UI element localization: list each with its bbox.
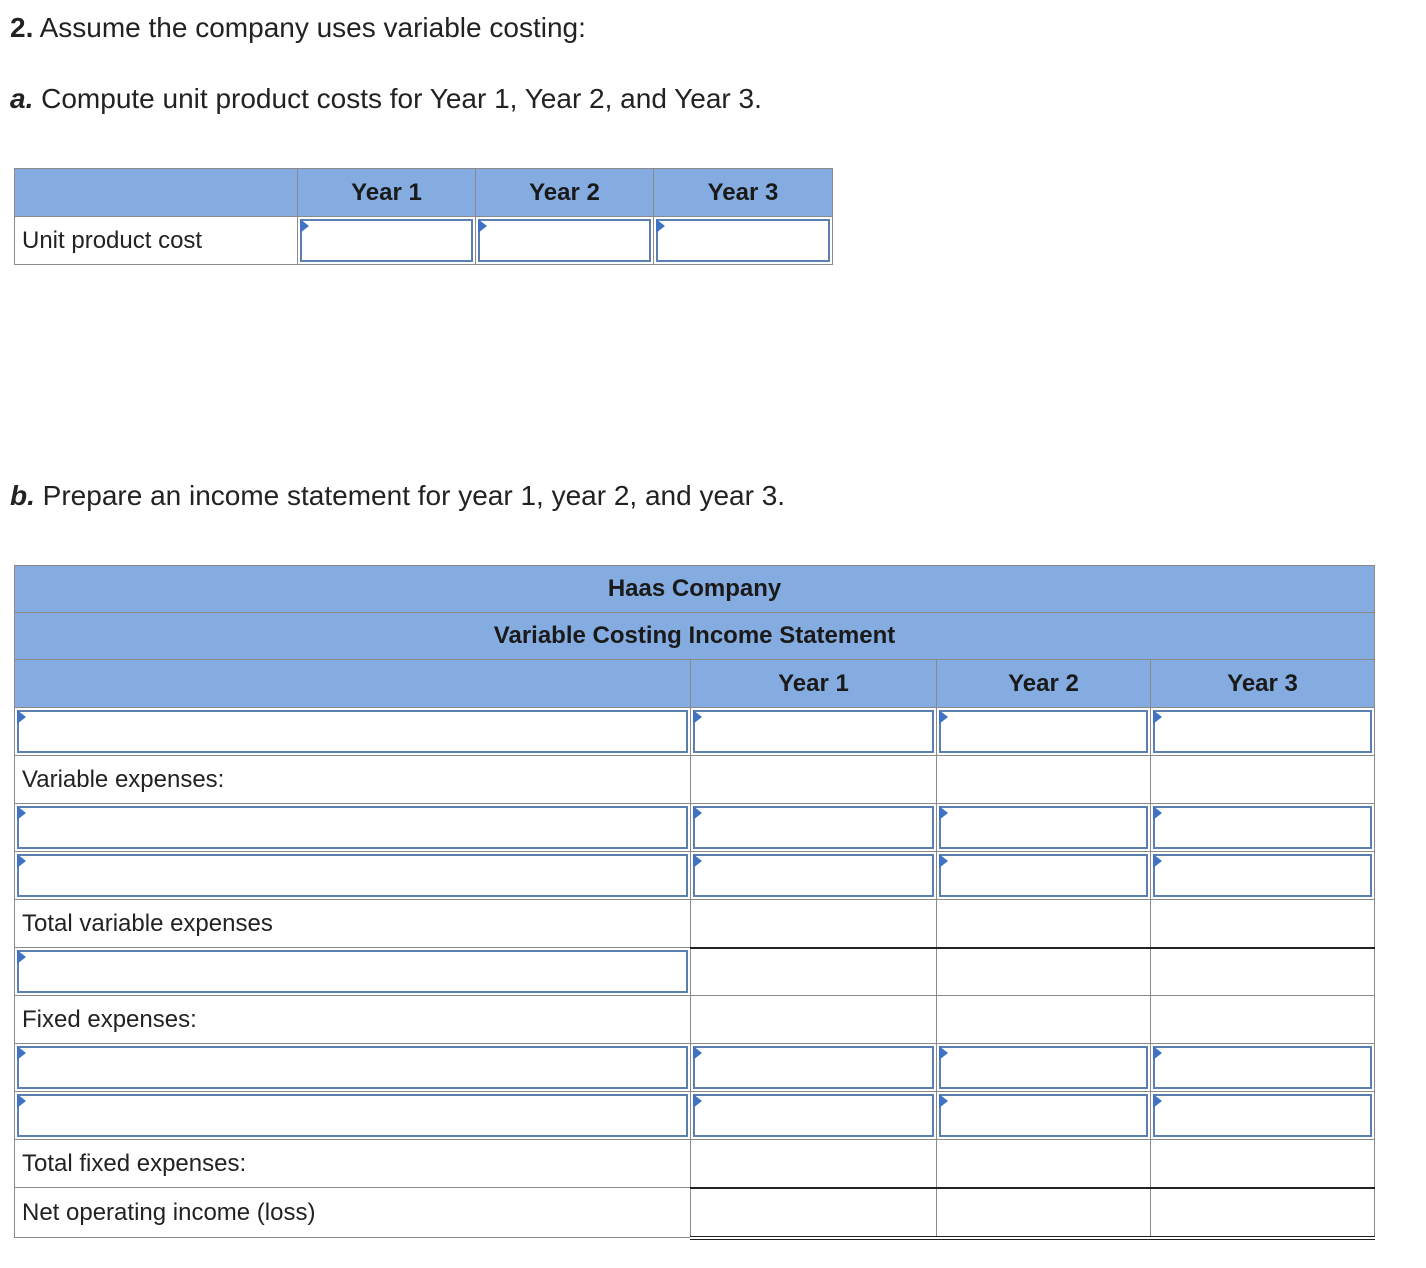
table-row: [15, 756, 1375, 804]
table-row: [15, 852, 1375, 900]
fixed-expense-1-year-1-input[interactable]: [691, 1044, 937, 1092]
fixed-expense-1-year-3-input[interactable]: [1151, 1044, 1375, 1092]
total-variable-year-1-cell: [691, 900, 937, 948]
input-marker-icon: [17, 950, 26, 964]
input-marker-icon: [300, 219, 309, 233]
fixed-expense-2-year-3-input[interactable]: [1151, 1092, 1375, 1140]
total-variable-year-2-cell: [937, 900, 1151, 948]
input-marker-icon: [478, 219, 487, 233]
statement-header-year-3: Year 3: [1151, 660, 1375, 708]
fixed-expense-1-label-input[interactable]: [15, 1044, 691, 1092]
unit-cost-header-year-1: Year 1: [298, 169, 476, 217]
input-marker-icon: [17, 806, 26, 820]
input-marker-icon: [939, 1046, 948, 1060]
part-b-letter: b.: [10, 480, 35, 511]
row-1-label-input[interactable]: [15, 708, 691, 756]
table-row: [15, 1140, 1375, 1188]
fixed-expenses-year-1-cell: [691, 996, 937, 1044]
variable-expense-2-year-3-input[interactable]: [1151, 852, 1375, 900]
variable-expenses-label: Variable expenses:: [15, 756, 691, 804]
variable-expense-2-year-1-input[interactable]: [691, 852, 937, 900]
net-income-year-1-cell: [691, 1188, 937, 1238]
row-1-year-2-input[interactable]: [937, 708, 1151, 756]
part-2-heading: [10, 12, 586, 44]
part-b-text: Prepare an income statement for year 1, year 2, and year 3.: [42, 480, 786, 511]
row-7-year-3-cell: [1151, 948, 1375, 996]
fixed-expenses-year-3-cell: [1151, 996, 1375, 1044]
table-row: [15, 996, 1375, 1044]
input-marker-icon: [693, 710, 702, 724]
input-marker-icon: [17, 1046, 26, 1060]
table-row: [15, 948, 1375, 996]
fixed-expense-2-label-input[interactable]: [15, 1092, 691, 1140]
table-row: [15, 1188, 1375, 1238]
input-marker-icon: [693, 1094, 702, 1108]
table-row: [15, 804, 1375, 852]
input-marker-icon: [17, 710, 26, 724]
part-a-text: Compute unit product costs for Year 1, Year 2, and Year 3.: [41, 83, 762, 114]
input-marker-icon: [1153, 710, 1162, 724]
variable-expense-2-label-input[interactable]: [15, 852, 691, 900]
net-income-year-2-cell: [937, 1188, 1151, 1238]
statement-header-year-1: Year 1: [691, 660, 937, 708]
variable-expense-1-year-1-input[interactable]: [691, 804, 937, 852]
net-operating-income-label: Net operating income (loss): [15, 1188, 691, 1238]
variable-expense-1-year-3-input[interactable]: [1151, 804, 1375, 852]
statement-title: Variable Costing Income Statement: [15, 613, 1375, 660]
unit-cost-year-3-input[interactable]: [654, 217, 833, 265]
unit-cost-year-2-input[interactable]: [476, 217, 654, 265]
total-fixed-year-2-cell: [937, 1140, 1151, 1188]
unit-product-cost-label: Unit product cost: [15, 217, 298, 265]
input-marker-icon: [1153, 1094, 1162, 1108]
variable-expense-1-label-input[interactable]: [15, 804, 691, 852]
input-marker-icon: [939, 854, 948, 868]
part-2-number: 2.: [10, 12, 34, 43]
input-marker-icon: [1153, 1046, 1162, 1060]
table-row: [15, 1092, 1375, 1140]
total-variable-expenses-label: Total variable expenses: [15, 900, 691, 948]
part-b-heading: [10, 480, 785, 512]
fixed-expense-2-year-1-input[interactable]: [691, 1092, 937, 1140]
input-marker-icon: [939, 710, 948, 724]
fixed-expense-2-year-2-input[interactable]: [937, 1092, 1151, 1140]
variable-expense-2-year-2-input[interactable]: [937, 852, 1151, 900]
fixed-expenses-label: Fixed expenses:: [15, 996, 691, 1044]
input-marker-icon: [939, 1094, 948, 1108]
row-1-year-3-input[interactable]: [1151, 708, 1375, 756]
unit-cost-header-year-3: Year 3: [654, 169, 833, 217]
input-marker-icon: [656, 219, 665, 233]
variable-expenses-year-3-cell: [1151, 756, 1375, 804]
fixed-expense-1-year-2-input[interactable]: [937, 1044, 1151, 1092]
income-statement-table: [14, 565, 1375, 1240]
total-fixed-year-1-cell: [691, 1140, 937, 1188]
company-name: Haas Company: [15, 566, 1375, 613]
total-variable-year-3-cell: [1151, 900, 1375, 948]
variable-expenses-year-1-cell: [691, 756, 937, 804]
input-marker-icon: [1153, 854, 1162, 868]
unit-cost-year-1-input[interactable]: [298, 217, 476, 265]
net-income-year-3-cell: [1151, 1188, 1375, 1238]
variable-expense-1-year-2-input[interactable]: [937, 804, 1151, 852]
variable-expenses-year-2-cell: [937, 756, 1151, 804]
input-marker-icon: [939, 806, 948, 820]
input-marker-icon: [17, 854, 26, 868]
unit-cost-table: [14, 168, 833, 265]
table-row: [15, 900, 1375, 948]
part-a-heading: [10, 83, 762, 115]
input-marker-icon: [17, 1094, 26, 1108]
table-row: [15, 708, 1375, 756]
part-2-text: Assume the company uses variable costing:: [39, 12, 586, 43]
row-7-year-2-cell: [937, 948, 1151, 996]
input-marker-icon: [693, 806, 702, 820]
row-1-year-1-input[interactable]: [691, 708, 937, 756]
total-fixed-expenses-label: Total fixed expenses:: [15, 1140, 691, 1188]
unit-cost-header-blank: [15, 169, 298, 217]
part-a-letter: a.: [10, 83, 34, 114]
input-marker-icon: [693, 854, 702, 868]
statement-header-blank: [15, 660, 691, 708]
input-marker-icon: [1153, 806, 1162, 820]
total-fixed-year-3-cell: [1151, 1140, 1375, 1188]
row-7-label-input[interactable]: [15, 948, 691, 996]
unit-cost-header-year-2: Year 2: [476, 169, 654, 217]
row-7-year-1-cell: [691, 948, 937, 996]
fixed-expenses-year-2-cell: [937, 996, 1151, 1044]
statement-header-year-2: Year 2: [937, 660, 1151, 708]
table-row: [15, 1044, 1375, 1092]
input-marker-icon: [693, 1046, 702, 1060]
